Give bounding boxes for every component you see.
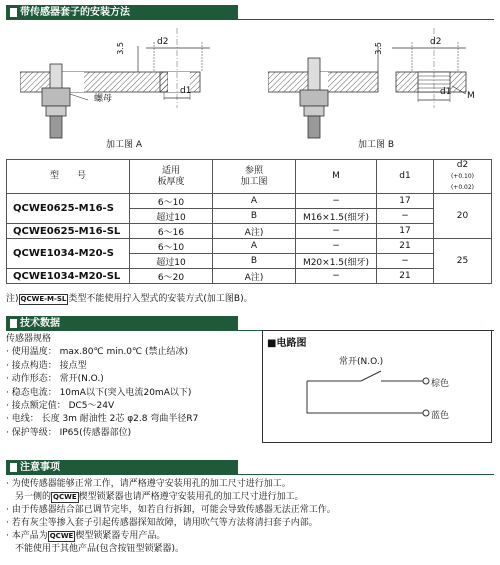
table-row: QCWE1034-M20-S 6～10 A − 21 25 xyxy=(7,239,492,254)
list-item: 另一侧的 QCWE 楔型锁紧器也请严格遵守安装用孔的加工尺寸进行加工。 xyxy=(6,492,304,502)
dim-label: 3.5 xyxy=(374,42,383,55)
circuit-wiring xyxy=(263,331,491,442)
col-model: 型 号 xyxy=(7,160,130,194)
table-header-row xyxy=(7,160,492,194)
tech-subtitle: 传感器规格 xyxy=(6,334,52,344)
caution-list xyxy=(6,478,336,556)
section-header-install xyxy=(6,5,238,20)
col-d2: d2 (+0.10) (+0.02) xyxy=(434,160,492,194)
circuit-title: ■电路图 xyxy=(267,338,307,349)
tech-spec-list xyxy=(6,333,198,440)
section-title: 带传感器套子的安装方法 xyxy=(20,7,130,18)
section-title: 技术数据 xyxy=(20,318,60,329)
model-tag: QCWE xyxy=(53,493,77,501)
d1-label: d1 xyxy=(440,87,452,97)
list-item: · 电线： 长度 3m 耐油性 2芯 φ2.8 弯曲半径R7 xyxy=(6,414,199,425)
list-item: · 接点额定值： DC5～24V xyxy=(6,401,115,412)
sensor-body xyxy=(300,58,328,138)
section-header-tech xyxy=(6,316,238,331)
figure-a-caption: 加工图 A xyxy=(106,140,143,150)
list-item: · 保护等级： IP65(传感器部位) xyxy=(6,427,132,438)
switch-label: 常开(N.O.) xyxy=(339,357,384,367)
model-tag: QCWE xyxy=(49,532,74,540)
list-item: · 动作形态： 常开(N.O.) xyxy=(6,374,104,385)
d1-label: d1 xyxy=(180,86,192,96)
spec-table xyxy=(6,159,492,284)
list-item: · 若有灰尘等掺入套子引起传感器探知故障，请用吹气等方法将清扫套子内部。 xyxy=(6,518,318,528)
terminal-brown xyxy=(423,378,429,384)
table-row: QCWE0625-M16-S 6～10 A − 17 20 xyxy=(7,194,492,209)
section-header-caution xyxy=(6,460,238,475)
figure-b-caption: 加工图 B xyxy=(358,140,395,150)
wire-brown-label: 棕色 xyxy=(431,379,450,389)
col-thickness: 适用 板厚度 xyxy=(130,160,213,194)
list-item: · 接点构造： 接点型 xyxy=(6,360,87,371)
list-item: · 使用温度： max.80℃ min.0℃ (禁止结冰) xyxy=(6,347,189,358)
dim-label: 3.5 xyxy=(116,42,125,55)
d2-label: d2 xyxy=(157,37,169,47)
table-row: 超过10 B M20×1.5(细牙) − xyxy=(7,254,492,269)
m-label: M xyxy=(467,91,475,101)
circuit-diagram xyxy=(262,330,492,443)
list-item: · 为使传感器能够正常工作，请严格遵守安装用孔的加工尺寸进行加工。 xyxy=(6,479,291,489)
table-note: 注) QCWE-M-SL 类型不能使用拧入型式的安装方式(加工图B)。 xyxy=(6,294,253,304)
terminal-blue xyxy=(423,410,429,416)
divider xyxy=(6,19,494,20)
wire-blue-label: 蓝色 xyxy=(431,411,450,421)
divider xyxy=(6,474,494,475)
figure-b-diagram xyxy=(268,28,478,140)
list-item: · 本产品为 QCWE 楔型锁紧器专用产品。 xyxy=(6,531,166,541)
list-item: · 稳态电流： 10mA以下(突入电流20mA以下) xyxy=(6,387,192,398)
list-item: · 由于传感器结合部已调节完毕，如若自行拆卸，可能会导致传感器无法正常工作。 xyxy=(6,505,336,515)
col-d1: d1 xyxy=(377,160,434,194)
table-row: 超过10 B M16×1.5(细牙) − xyxy=(7,209,492,224)
model-tag: QCWE-M-SL xyxy=(20,295,67,303)
table-row: QCWE0625-M16-SL 6～16 A注) − 17 xyxy=(7,224,492,239)
d2-label: d2 xyxy=(430,37,442,47)
table-row: QCWE1034-M20-SL 6～20 A注) − 21 xyxy=(7,269,492,284)
nut-label: 螺母 xyxy=(94,94,113,104)
list-item: 不能使用于其他产品(包含按钮型锁紧器)。 xyxy=(6,544,185,554)
col-figure: 参照 加工图 xyxy=(213,160,296,194)
section-title: 注意事项 xyxy=(20,462,60,473)
col-m: M xyxy=(296,160,377,194)
